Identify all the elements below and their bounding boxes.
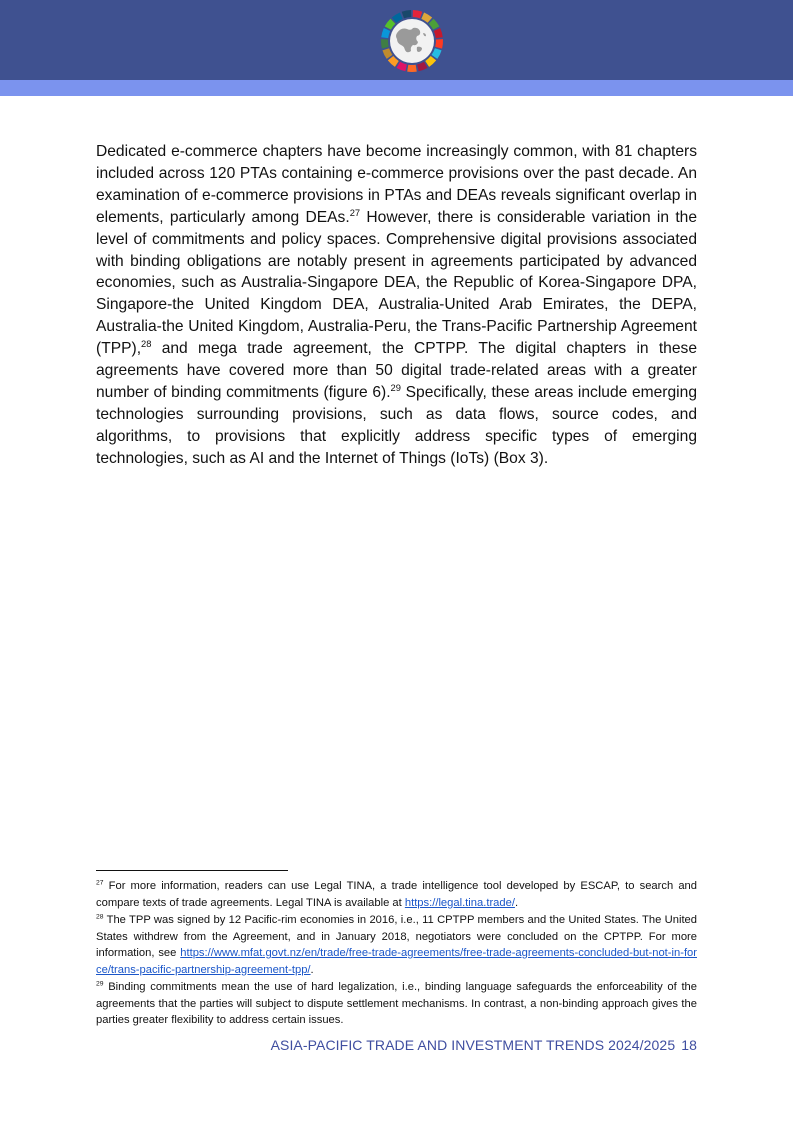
report-title: ASIA-PACIFIC TRADE AND INVESTMENT TRENDS 2024/2025 [270, 1037, 676, 1053]
footnote-number: 28 [96, 913, 104, 921]
footnote-end: . [310, 963, 314, 976]
footnote-text: For more information, readers can use Legal TINA, a trade intelligence tool developed by ESCAP, to search and compare texts of trade agreements. Legal TINA is available at [96, 880, 697, 909]
footnote-ref-28[interactable]: 28 [141, 338, 152, 349]
sdg-wheel-segment [407, 65, 417, 72]
sdg-wheel-segment [425, 56, 436, 67]
sdg-wheel-segment [417, 62, 427, 72]
sdg-wheel-segment [435, 39, 443, 49]
sdg-wheel-segment [421, 12, 432, 22]
header-stripe [0, 80, 793, 96]
body-text-part-1: Dedicated e-commerce chapters have become increasingly common, with 81 chapters included across 120 PTAs containing e-commerce provisions over the past decade. An examination of e-commerce provisions in PTAs and DEAs reveals significant overlap in elements, particularly among DEAs. [96, 143, 697, 226]
sdg-wheel-segment [432, 48, 442, 59]
sdg-wheel-segment [382, 48, 392, 59]
sdg-wheel-segment [385, 19, 396, 30]
body-paragraph [96, 141, 697, 470]
footnote-ref-27[interactable]: 27 [349, 207, 361, 218]
page-number: 18 [681, 1037, 697, 1053]
footnote-ref-29[interactable]: 29 [390, 382, 401, 393]
footnote-end: . [514, 896, 519, 909]
mfat-tpp-link[interactable]: https://www.mfat.govt.nz/en/trade/free-trade-agreements/free-trade-agreements-concluded-but-not-in-force/trans-pacific-partnership-agreement-tpp/ [96, 947, 697, 976]
footnote-29 [96, 979, 697, 1029]
footnotes [96, 878, 697, 1030]
footnote-27 [96, 878, 697, 911]
legal-tina-link[interactable]: https://legal.tina.trade/ [404, 896, 515, 909]
body-text-part-2: However, there is considerable variation in the level of commitments and policy spaces. Comprehensive digital provisions associated with binding obligations are notably present in agreements participated by advanced economies, such as Australia-Singapore DEA, the Republic of Korea-Singapore DPA, Singapore-the United Kingdom DEA, Australia-United Arab Emirates, the DEPA, Australia-the United Kingdom, Australia-Peru, the Trans-Pacific Partnership Agreement (TPP), [96, 208, 698, 358]
sdg-wheel-segment [381, 39, 389, 49]
footnote-text: Binding commitments mean the use of hard legalization, i.e., binding language safeguards the enforceability of the agreements that the parties will subject to dispute settlement mechanisms. In contrast, a non-binding approach gives the parties greater flexibility to address certain issues. [96, 981, 697, 1026]
sdg-wheel-segment [413, 10, 423, 18]
footnote-28 [96, 912, 697, 978]
sdg-wheel-segment [402, 10, 412, 18]
sdg-wheel-logo-icon [379, 9, 445, 73]
sdg-wheel-segment [434, 28, 443, 38]
body-text-part-3: and mega trade agreement, the CPTPP. The digital chapters in these agreements have covered more than 50 digital trade-related areas with a greater number of binding commitments (figure 6). [96, 340, 697, 401]
footnote-number: 27 [96, 879, 104, 887]
sdg-wheel-segment [396, 62, 406, 72]
footnote-text: The TPP was signed by 12 Pacific-rim economies in 2016, i.e., 11 CPTPP members and the United States. The United States withdrew from the Agreement, and in January 2018, negotiators were concluded on the CPTPP. For more information, see [96, 914, 697, 959]
sdg-wheel-segment [392, 12, 403, 22]
page-footer [271, 1037, 697, 1053]
sdg-wheel-segment [429, 19, 440, 30]
body-text-part-4: Specifically, these areas include emerging technologies surrounding provisions, such as data flows, source codes, and algorithms, to provisions that explicitly address specific types of emerging technologies, such as AI and the Internet of Things (IoTs) (Box 3). [96, 383, 697, 467]
footnote-divider [96, 870, 288, 871]
sdg-wheel-segment [381, 28, 390, 38]
footnote-number: 29 [96, 980, 104, 988]
sdg-wheel-segment [388, 56, 399, 67]
